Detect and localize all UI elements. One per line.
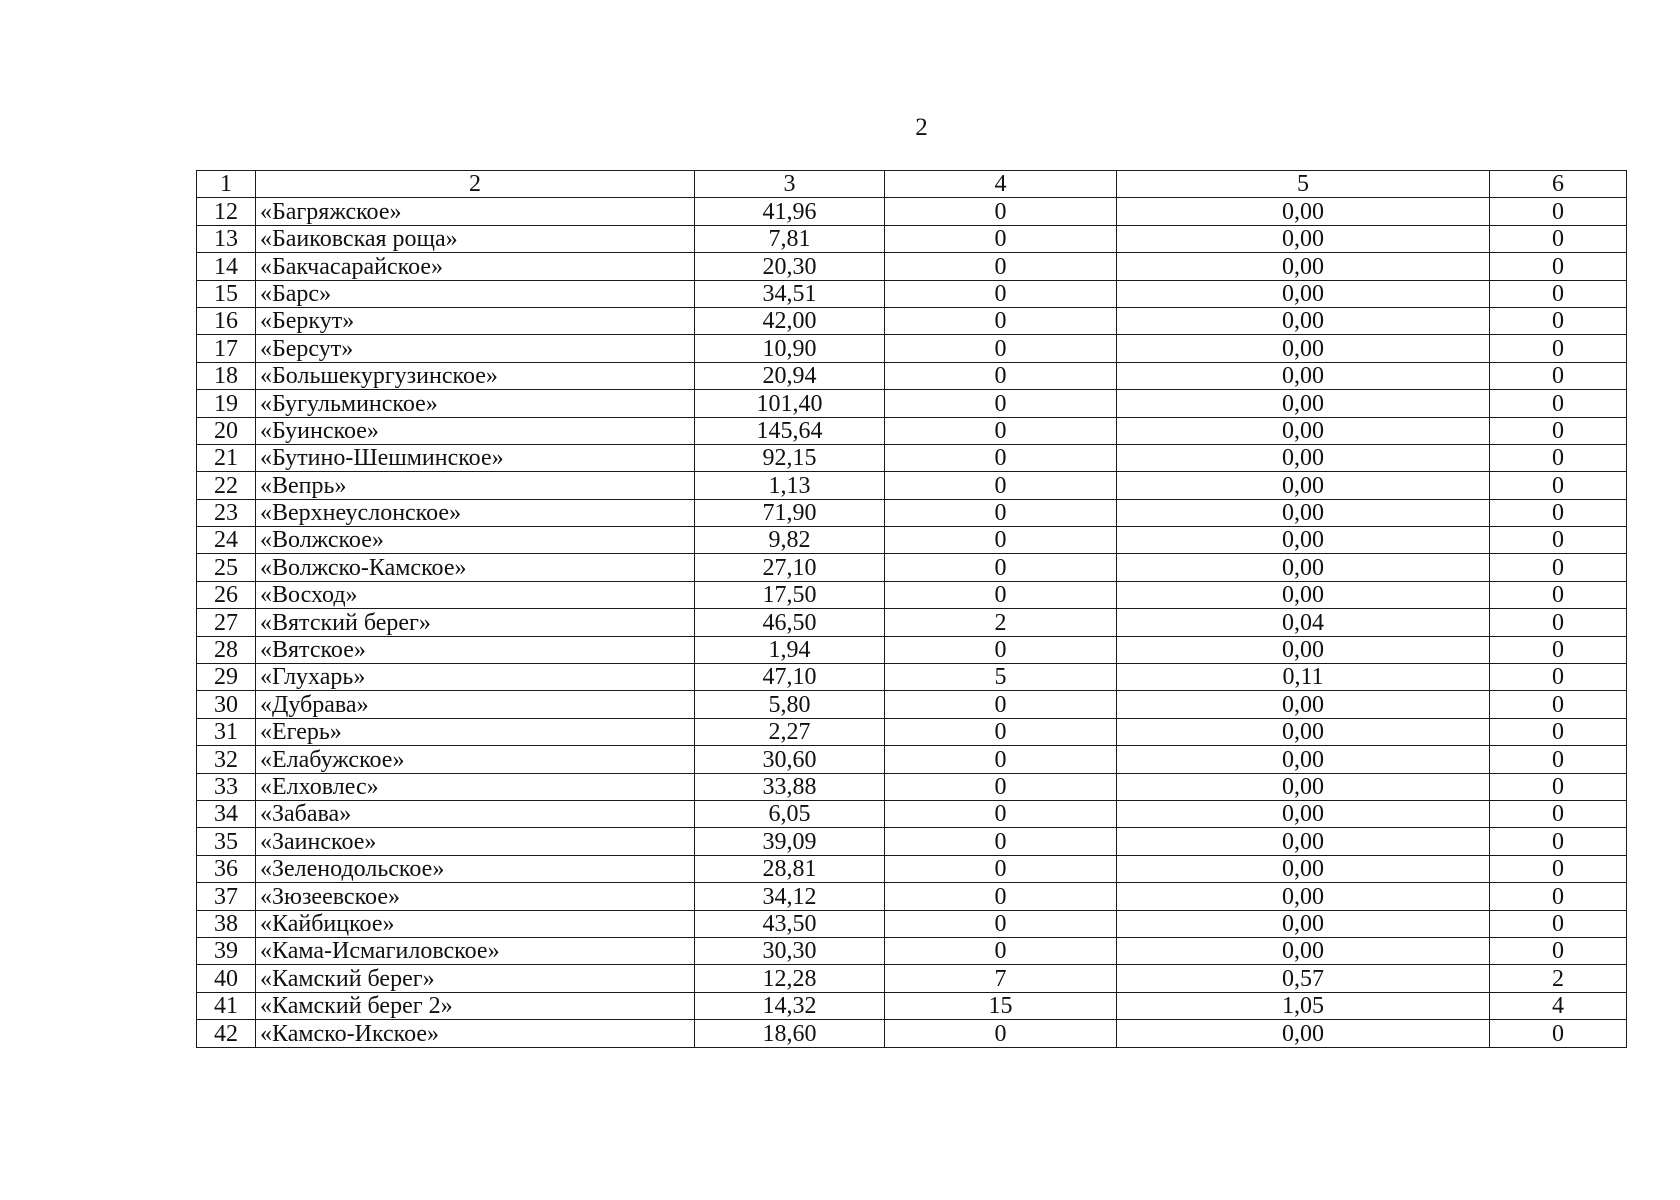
table-row: [197, 664, 1627, 691]
value-cell-3: 145,64: [695, 417, 885, 444]
value-cell-5: 0,00: [1117, 800, 1490, 827]
table-row: [197, 335, 1627, 362]
value-cell-3: 2,27: [695, 718, 885, 745]
name-cell: «Багряжское»: [256, 198, 695, 225]
value-cell-4: 0: [885, 472, 1117, 499]
name-cell: «Вепрь»: [256, 472, 695, 499]
value-cell-5: 0,57: [1117, 965, 1490, 992]
value-cell-5: 0,00: [1117, 280, 1490, 307]
name-cell: «Елховлес»: [256, 773, 695, 800]
table-row: [197, 307, 1627, 334]
name-cell: «Беркут»: [256, 307, 695, 334]
value-cell-5: 0,00: [1117, 883, 1490, 910]
value-cell-4: 0: [885, 910, 1117, 937]
data-table: [196, 170, 1627, 1048]
row-number-cell: 25: [197, 554, 256, 581]
name-cell: «Камско-Икское»: [256, 1020, 695, 1047]
row-number-cell: 21: [197, 444, 256, 471]
value-cell-4: 0: [885, 444, 1117, 471]
value-cell-6: 0: [1490, 855, 1627, 882]
name-cell: «Зюзеевское»: [256, 883, 695, 910]
value-cell-3: 18,60: [695, 1020, 885, 1047]
value-cell-3: 5,80: [695, 691, 885, 718]
name-cell: «Кайбицкое»: [256, 910, 695, 937]
value-cell-3: 14,32: [695, 992, 885, 1019]
value-cell-6: 0: [1490, 937, 1627, 964]
value-cell-6: 0: [1490, 883, 1627, 910]
value-cell-3: 17,50: [695, 581, 885, 608]
value-cell-4: 0: [885, 280, 1117, 307]
value-cell-6: 0: [1490, 225, 1627, 252]
value-cell-4: 0: [885, 800, 1117, 827]
table-row: [197, 746, 1627, 773]
table-row: [197, 855, 1627, 882]
value-cell-5: 1,05: [1117, 992, 1490, 1019]
value-cell-4: 0: [885, 746, 1117, 773]
value-cell-3: 20,94: [695, 362, 885, 389]
value-cell-3: 6,05: [695, 800, 885, 827]
row-number-cell: 14: [197, 253, 256, 280]
value-cell-3: 71,90: [695, 499, 885, 526]
value-cell-6: 0: [1490, 198, 1627, 225]
row-number-cell: 28: [197, 636, 256, 663]
value-cell-5: 0,00: [1117, 444, 1490, 471]
name-cell: «Егерь»: [256, 718, 695, 745]
row-number-cell: 30: [197, 691, 256, 718]
value-cell-6: 0: [1490, 746, 1627, 773]
value-cell-6: 0: [1490, 362, 1627, 389]
value-cell-5: 0,00: [1117, 581, 1490, 608]
value-cell-4: 0: [885, 198, 1117, 225]
row-number-cell: 31: [197, 718, 256, 745]
value-cell-4: 0: [885, 883, 1117, 910]
name-cell: «Кама-Исмагиловское»: [256, 937, 695, 964]
value-cell-6: 0: [1490, 444, 1627, 471]
table-row: [197, 691, 1627, 718]
value-cell-4: 0: [885, 581, 1117, 608]
table-row: [197, 636, 1627, 663]
name-cell: «Елабужское»: [256, 746, 695, 773]
table-row: [197, 828, 1627, 855]
row-number-cell: 15: [197, 280, 256, 307]
value-cell-5: 0,00: [1117, 253, 1490, 280]
value-cell-4: 0: [885, 390, 1117, 417]
row-number-cell: 32: [197, 746, 256, 773]
value-cell-3: 7,81: [695, 225, 885, 252]
table-row: [197, 472, 1627, 499]
value-cell-5: 0,00: [1117, 910, 1490, 937]
value-cell-4: 0: [885, 554, 1117, 581]
name-cell: «Буинское»: [256, 417, 695, 444]
value-cell-3: 34,12: [695, 883, 885, 910]
table-row: [197, 417, 1627, 444]
value-cell-3: 20,30: [695, 253, 885, 280]
name-cell: «Зеленодольское»: [256, 855, 695, 882]
name-cell: «Барс»: [256, 280, 695, 307]
row-number-cell: 29: [197, 664, 256, 691]
table-row: [197, 390, 1627, 417]
name-cell: «Заинское»: [256, 828, 695, 855]
value-cell-5: 0,00: [1117, 198, 1490, 225]
value-cell-6: 0: [1490, 554, 1627, 581]
name-cell: «Глухарь»: [256, 664, 695, 691]
value-cell-4: 0: [885, 636, 1117, 663]
table-row: [197, 444, 1627, 471]
table-header-row: [197, 171, 1627, 198]
row-number-cell: 26: [197, 581, 256, 608]
name-cell: «Бугульминское»: [256, 390, 695, 417]
table-row: [197, 1020, 1627, 1047]
value-cell-6: 0: [1490, 910, 1627, 937]
value-cell-3: 92,15: [695, 444, 885, 471]
value-cell-6: 0: [1490, 773, 1627, 800]
header-cell-col-5: 5: [1117, 171, 1490, 198]
value-cell-6: 0: [1490, 472, 1627, 499]
value-cell-3: 34,51: [695, 280, 885, 307]
value-cell-3: 33,88: [695, 773, 885, 800]
name-cell: «Вятский берег»: [256, 609, 695, 636]
value-cell-6: 0: [1490, 527, 1627, 554]
value-cell-5: 0,00: [1117, 746, 1490, 773]
value-cell-6: 4: [1490, 992, 1627, 1019]
value-cell-6: 0: [1490, 253, 1627, 280]
table-row: [197, 554, 1627, 581]
value-cell-5: 0,00: [1117, 691, 1490, 718]
value-cell-3: 12,28: [695, 965, 885, 992]
name-cell: «Большекургузинское»: [256, 362, 695, 389]
header-cell-col-6: 6: [1490, 171, 1627, 198]
value-cell-5: 0,00: [1117, 855, 1490, 882]
value-cell-5: 0,00: [1117, 554, 1490, 581]
value-cell-3: 39,09: [695, 828, 885, 855]
value-cell-6: 0: [1490, 417, 1627, 444]
row-number-cell: 23: [197, 499, 256, 526]
value-cell-3: 47,10: [695, 664, 885, 691]
name-cell: «Забава»: [256, 800, 695, 827]
value-cell-4: 2: [885, 609, 1117, 636]
name-cell: «Камский берег 2»: [256, 992, 695, 1019]
row-number-cell: 41: [197, 992, 256, 1019]
name-cell: «Дубрава»: [256, 691, 695, 718]
name-cell: «Вятское»: [256, 636, 695, 663]
table-row: [197, 883, 1627, 910]
value-cell-3: 28,81: [695, 855, 885, 882]
value-cell-3: 1,94: [695, 636, 885, 663]
value-cell-4: 0: [885, 855, 1117, 882]
table-row: [197, 225, 1627, 252]
value-cell-5: 0,00: [1117, 390, 1490, 417]
value-cell-4: 0: [885, 718, 1117, 745]
value-cell-6: 0: [1490, 307, 1627, 334]
value-cell-5: 0,00: [1117, 417, 1490, 444]
value-cell-4: 0: [885, 773, 1117, 800]
row-number-cell: 37: [197, 883, 256, 910]
name-cell: «Бутино-Шешминское»: [256, 444, 695, 471]
value-cell-5: 0,04: [1117, 609, 1490, 636]
value-cell-4: 0: [885, 691, 1117, 718]
table-row: [197, 527, 1627, 554]
value-cell-5: 0,00: [1117, 773, 1490, 800]
value-cell-4: 0: [885, 417, 1117, 444]
header-cell-col-3: 3: [695, 171, 885, 198]
row-number-cell: 18: [197, 362, 256, 389]
value-cell-5: 0,00: [1117, 307, 1490, 334]
row-number-cell: 34: [197, 800, 256, 827]
value-cell-3: 43,50: [695, 910, 885, 937]
value-cell-5: 0,00: [1117, 718, 1490, 745]
value-cell-3: 30,60: [695, 746, 885, 773]
value-cell-3: 1,13: [695, 472, 885, 499]
value-cell-6: 0: [1490, 280, 1627, 307]
row-number-cell: 35: [197, 828, 256, 855]
value-cell-6: 0: [1490, 828, 1627, 855]
table-row: [197, 773, 1627, 800]
table-row: [197, 910, 1627, 937]
name-cell: «Баиковская роща»: [256, 225, 695, 252]
table-row: [197, 992, 1627, 1019]
value-cell-6: 0: [1490, 800, 1627, 827]
table-row: [197, 609, 1627, 636]
value-cell-6: 0: [1490, 664, 1627, 691]
value-cell-4: 0: [885, 335, 1117, 362]
value-cell-6: 2: [1490, 965, 1627, 992]
table-row: [197, 800, 1627, 827]
row-number-cell: 12: [197, 198, 256, 225]
table-row: [197, 198, 1627, 225]
value-cell-5: 0,00: [1117, 362, 1490, 389]
table-row: [197, 581, 1627, 608]
value-cell-5: 0,00: [1117, 225, 1490, 252]
value-cell-5: 0,00: [1117, 937, 1490, 964]
row-number-cell: 33: [197, 773, 256, 800]
value-cell-5: 0,00: [1117, 1020, 1490, 1047]
header-cell-col-4: 4: [885, 171, 1117, 198]
value-cell-6: 0: [1490, 1020, 1627, 1047]
value-cell-3: 9,82: [695, 527, 885, 554]
row-number-cell: 17: [197, 335, 256, 362]
value-cell-6: 0: [1490, 335, 1627, 362]
value-cell-4: 0: [885, 1020, 1117, 1047]
header-cell-col-2: 2: [256, 171, 695, 198]
value-cell-3: 42,00: [695, 307, 885, 334]
table-row: [197, 499, 1627, 526]
value-cell-3: 30,30: [695, 937, 885, 964]
value-cell-6: 0: [1490, 691, 1627, 718]
value-cell-5: 0,00: [1117, 527, 1490, 554]
value-cell-6: 0: [1490, 390, 1627, 417]
table-row: [197, 280, 1627, 307]
table-row: [197, 253, 1627, 280]
row-number-cell: 13: [197, 225, 256, 252]
value-cell-6: 0: [1490, 718, 1627, 745]
row-number-cell: 20: [197, 417, 256, 444]
value-cell-5: 0,00: [1117, 828, 1490, 855]
name-cell: «Волжско-Камское»: [256, 554, 695, 581]
value-cell-4: 0: [885, 828, 1117, 855]
row-number-cell: 27: [197, 609, 256, 636]
header-cell-col-1: 1: [197, 171, 256, 198]
name-cell: «Бакчасарайское»: [256, 253, 695, 280]
value-cell-5: 0,00: [1117, 499, 1490, 526]
value-cell-4: 0: [885, 937, 1117, 964]
row-number-cell: 42: [197, 1020, 256, 1047]
value-cell-4: 15: [885, 992, 1117, 1019]
table-row: [197, 718, 1627, 745]
table-body: [197, 171, 1627, 1048]
row-number-cell: 36: [197, 855, 256, 882]
value-cell-6: 0: [1490, 609, 1627, 636]
value-cell-4: 0: [885, 225, 1117, 252]
value-cell-6: 0: [1490, 499, 1627, 526]
name-cell: «Камский берег»: [256, 965, 695, 992]
name-cell: «Берсут»: [256, 335, 695, 362]
value-cell-3: 101,40: [695, 390, 885, 417]
table-row: [197, 937, 1627, 964]
row-number-cell: 19: [197, 390, 256, 417]
value-cell-3: 41,96: [695, 198, 885, 225]
row-number-cell: 40: [197, 965, 256, 992]
row-number-cell: 16: [197, 307, 256, 334]
value-cell-4: 0: [885, 499, 1117, 526]
value-cell-3: 10,90: [695, 335, 885, 362]
name-cell: «Восход»: [256, 581, 695, 608]
value-cell-3: 46,50: [695, 609, 885, 636]
value-cell-5: 0,00: [1117, 472, 1490, 499]
value-cell-4: 0: [885, 307, 1117, 334]
value-cell-4: 5: [885, 664, 1117, 691]
table-row: [197, 965, 1627, 992]
row-number-cell: 24: [197, 527, 256, 554]
row-number-cell: 39: [197, 937, 256, 964]
page-number: 2: [915, 114, 928, 141]
name-cell: «Волжское»: [256, 527, 695, 554]
table-row: [197, 362, 1627, 389]
name-cell: «Верхнеуслонское»: [256, 499, 695, 526]
value-cell-3: 27,10: [695, 554, 885, 581]
value-cell-4: 7: [885, 965, 1117, 992]
value-cell-5: 0,00: [1117, 335, 1490, 362]
value-cell-6: 0: [1490, 581, 1627, 608]
value-cell-6: 0: [1490, 636, 1627, 663]
row-number-cell: 22: [197, 472, 256, 499]
value-cell-4: 0: [885, 253, 1117, 280]
value-cell-5: 0,00: [1117, 636, 1490, 663]
value-cell-4: 0: [885, 362, 1117, 389]
value-cell-4: 0: [885, 527, 1117, 554]
row-number-cell: 38: [197, 910, 256, 937]
value-cell-5: 0,11: [1117, 664, 1490, 691]
